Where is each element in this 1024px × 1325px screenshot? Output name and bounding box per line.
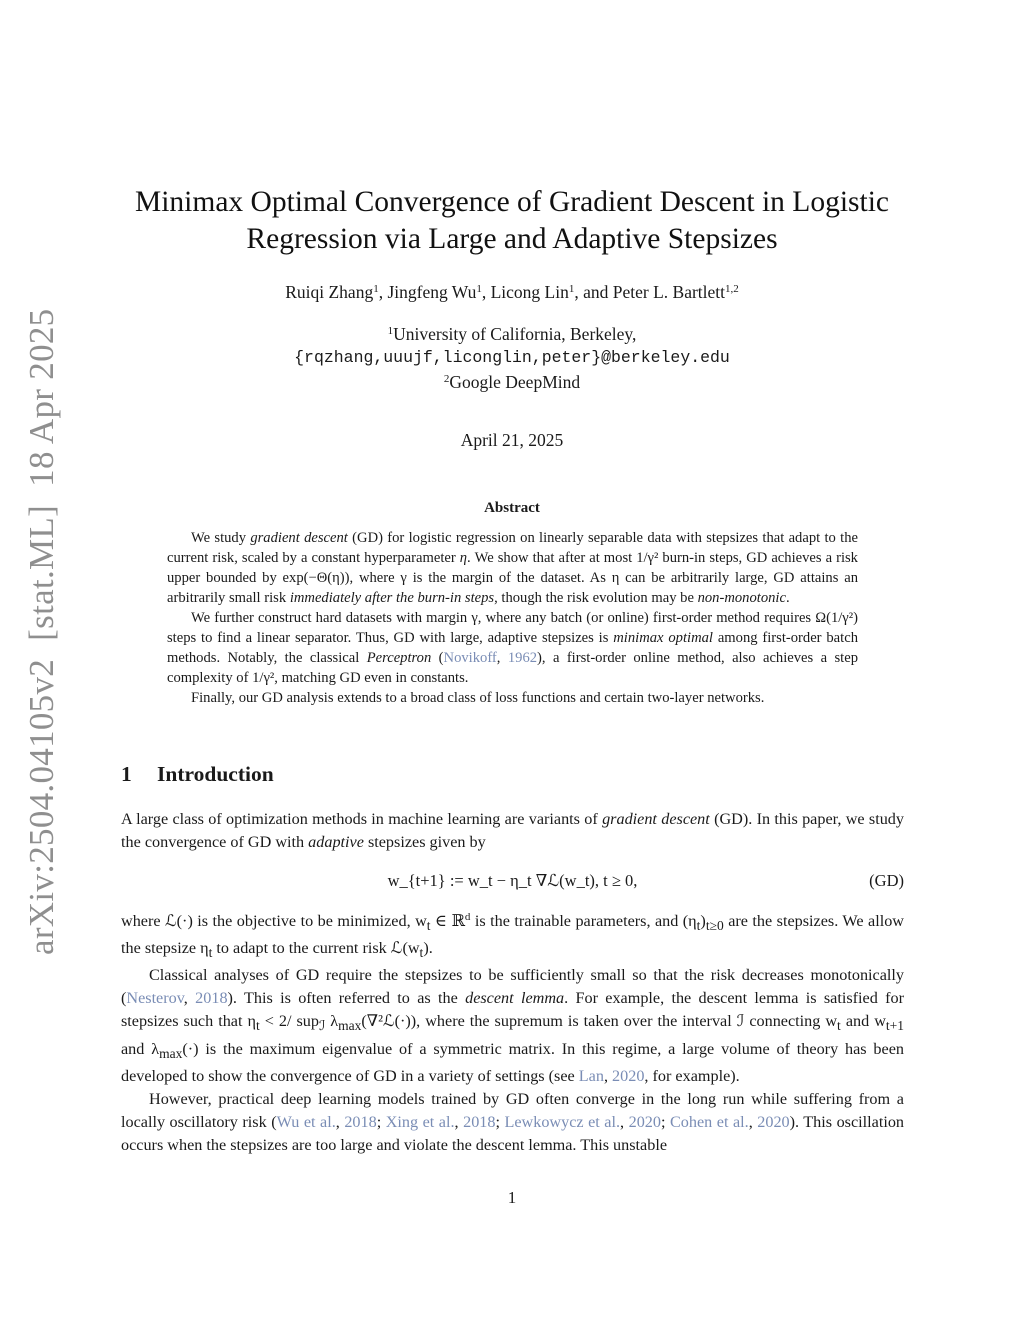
arxiv-stamp bbox=[22, 308, 66, 955]
author-name: Peter L. Bartlett bbox=[612, 282, 726, 302]
author-affiliation-mark: 1 bbox=[568, 283, 575, 295]
intro-paragraph: where ℒ(·) is the objective to be minimized, $w_t$ ∈ ℝ$^d$ is the trainable parameters, and $(\eta_t)_{t\ge 0}$ are the stepsizes. We allow the stepsize $\eta_t$ to adapt to the current risk $ℒ(w_t)$. bbox=[121, 911, 904, 961]
intro-paragraph: However, practical deep learning models trained by GD often converge in the long run while suffering from a locally oscillatory risk (Wu et al., 2018; Xing et al., 2018; Lewkowycz et al., 2020; Cohen et al., 2020). This oscillation occurs when the stepsizes are too large and violate the descent lemma. This unstable bbox=[121, 1089, 905, 1154]
citation-link[interactable]: 1962 bbox=[507, 650, 538, 666]
author-affiliation-mark: 1 bbox=[373, 283, 379, 295]
citation-link[interactable]: Nesterov bbox=[126, 989, 184, 1008]
citation-link[interactable]: Wu et al. bbox=[276, 1112, 336, 1131]
arxiv-date: 18 Apr 2025 bbox=[22, 308, 61, 487]
affiliation-2: $^2$Google DeepMind bbox=[443, 372, 581, 392]
citation-link[interactable]: 2018 bbox=[195, 989, 228, 1008]
intro-paragraph: A large class of optimization methods in machine learning are variants of gradient descent (GD). In this paper, we study the convergence of GD with adaptive stepsizes given by bbox=[121, 810, 904, 851]
arxiv-id: arXiv:2504.04105v2 bbox=[22, 658, 61, 955]
arxiv-category: [stat.ML] bbox=[22, 504, 61, 641]
author-affiliation-mark: 1,2 bbox=[725, 283, 739, 295]
affiliation-1: $^1$University of California, Berkeley, bbox=[387, 324, 637, 344]
paper-title bbox=[100, 184, 924, 258]
author-emails: {rqzhang,uuujf,liconglin,peter}@berkeley.edu bbox=[294, 348, 730, 367]
abstract-heading: Abstract bbox=[484, 500, 540, 516]
citation-link[interactable]: Lewkowycz et al. bbox=[504, 1112, 621, 1131]
equation-tag: (GD) bbox=[869, 871, 904, 890]
intro-body bbox=[121, 910, 904, 1157]
abstract-paragraph: We further construct hard datasets with margin γ, where any batch (or online) first-order method requires Ω(1/γ²) steps to find a linear separator. Thus, GD with large, adaptive stepsizes is minimax optimal among first-order batch methods. Notably, the classical Perceptron (Novikoff, 1962), a first-order online method, also achieves a step complexity of 1/γ², matching GD even in constants. bbox=[167, 610, 859, 686]
author-name: Licong Lin bbox=[490, 282, 569, 302]
paper-date: April 21, 2025 bbox=[460, 430, 564, 450]
citation-link[interactable]: 2020 bbox=[628, 1112, 661, 1131]
intro-paragraph: Classical analyses of GD require the stepsizes to be sufficiently small so that the risk decreases monotonically (Nesterov, 2018). This is often referred to as the descent lemma. For example, the descent lemma is satisfied for stepsizes such that $\eta_t < 2/$ sup$_ℐ$ $\lambda_{max}(\nabla^2ℒ(\cdot))$, where the supremum is taken over the interval ℐ connecting $w_t$ and $w_{t+1}$ and $\lambda_{max}(\cdot)$ is the maximum eigenvalue of a symmetric matrix. In this regime, a large volume of theory has been developed to show the convergence of GD in a variety of settings (see Lan, 2020, for example). bbox=[121, 966, 905, 1085]
author-name: Jingfeng Wu bbox=[387, 282, 477, 302]
author-name: Ruiqi Zhang bbox=[285, 282, 374, 302]
citation-link[interactable]: 2018 bbox=[344, 1112, 377, 1131]
author-list: Ruiqi Zhang$^1$, Jingfeng Wu$^1$, Licong Lin$^1$, and Peter L. Bartlett$^{1,2}$ bbox=[285, 282, 739, 302]
citation-link[interactable]: 2020 bbox=[612, 1066, 645, 1085]
title-line-1: Minimax Optimal Convergence of Gradient Descent in Logistic bbox=[135, 186, 889, 218]
abstract-paragraph: We study gradient descent (GD) for logistic regression on linearly separable data with stepsizes that adapt to the current risk, scaled by a constant hyperparameter η. We show that after at most 1/γ² burn-in steps, GD achieves a risk upper bounded by exp(−Θ(η)), where γ is the margin of the dataset. As η can be arbitrarily large, GD attains an arbitrarily small risk immediately after the burn-in steps, though the risk evolution may be non-monotonic. bbox=[167, 530, 858, 606]
author-affiliation-mark: 1 bbox=[476, 283, 482, 295]
citation-link[interactable]: Novikoff bbox=[443, 650, 497, 666]
title-line-2: Regression via Large and Adaptive Stepsizes bbox=[246, 223, 778, 255]
abstract-paragraph: Finally, our GD analysis extends to a broad class of loss functions and certain two-layer networks. bbox=[191, 690, 765, 706]
affiliations bbox=[100, 322, 924, 394]
abstract-body bbox=[167, 528, 858, 708]
citation-link[interactable]: Lan bbox=[578, 1066, 604, 1085]
gd-equation bbox=[121, 871, 904, 895]
section-heading: 1 Introduction bbox=[121, 762, 274, 786]
citation-link[interactable]: Cohen et al. bbox=[669, 1112, 749, 1131]
citation-link[interactable]: Xing et al. bbox=[385, 1112, 455, 1131]
equation-formula: w_{t+1} := w_t − η_t ∇ℒ(w_t), t ≥ 0, bbox=[387, 871, 638, 890]
citation-link[interactable]: 2018 bbox=[463, 1112, 496, 1131]
page-number: 1 bbox=[507, 1188, 517, 1207]
citation-link[interactable]: 2020 bbox=[757, 1112, 790, 1131]
